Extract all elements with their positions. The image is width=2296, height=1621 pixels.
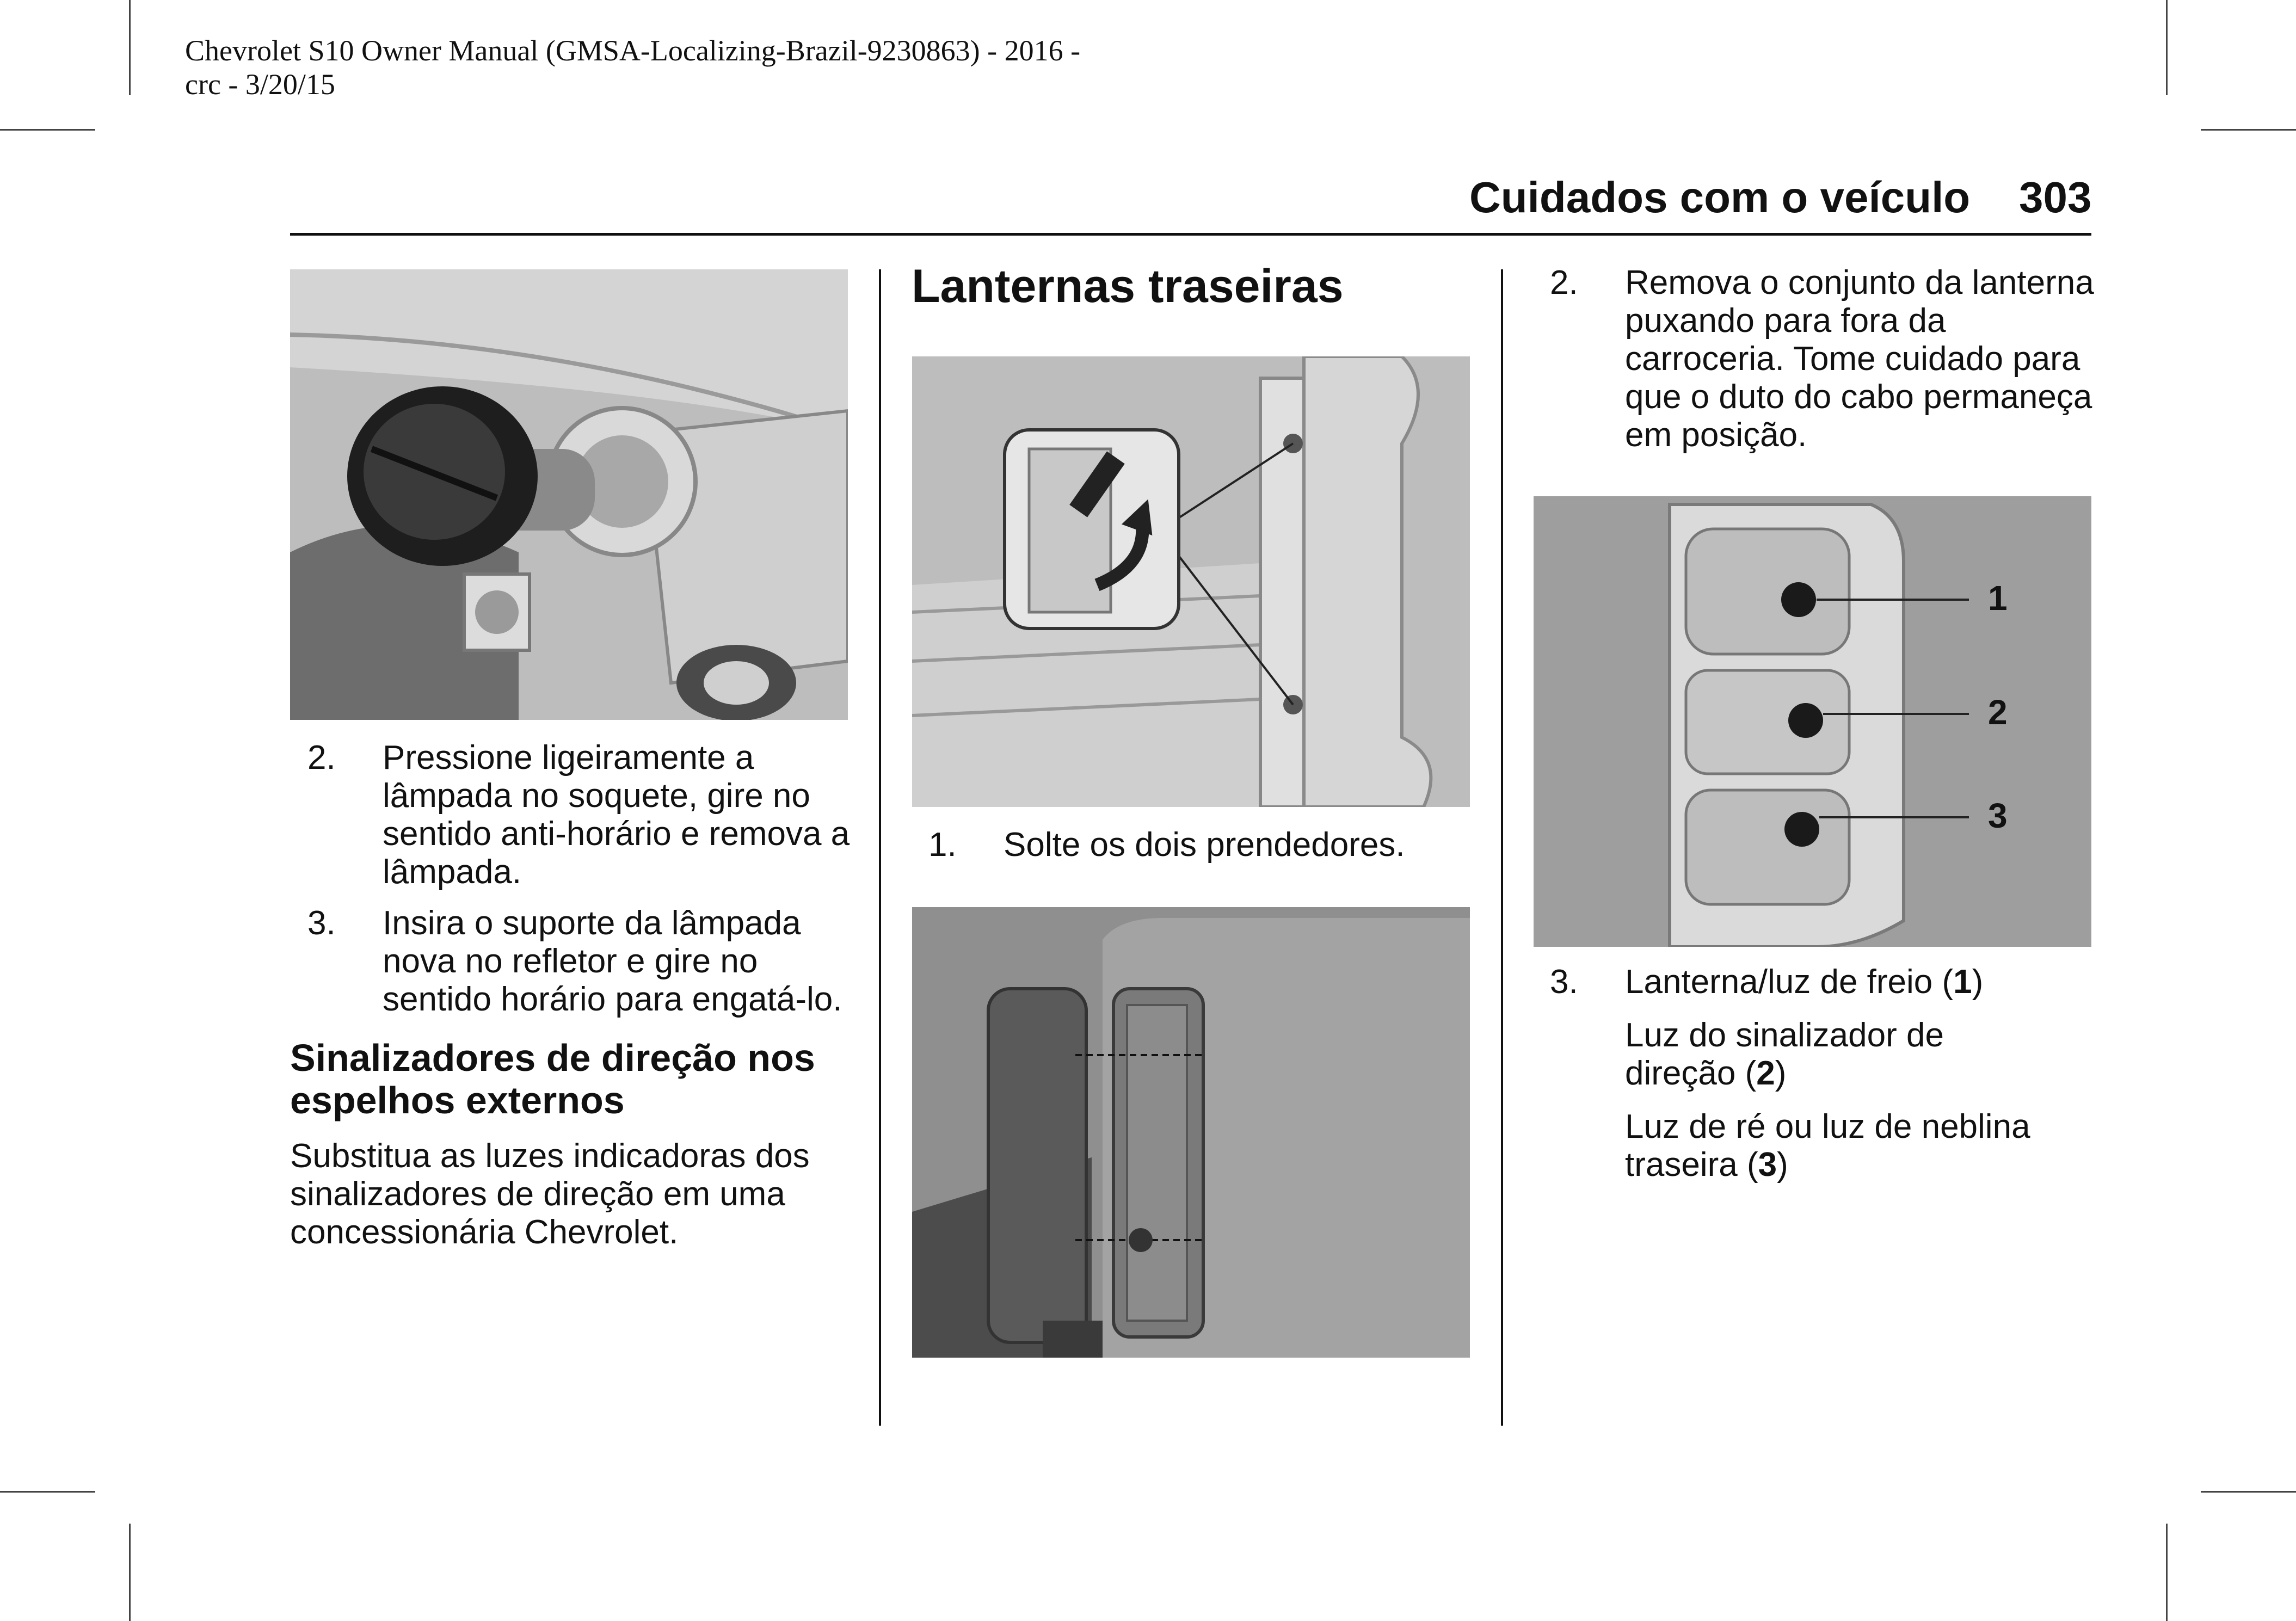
document-meta [185, 34, 1273, 101]
crop-mark [2201, 129, 2296, 131]
fastener-removal-figure [912, 356, 1470, 807]
step-number: 3. [307, 904, 336, 942]
bulb-socket-figure [290, 269, 848, 720]
heading-taillamps: Lanternas traseiras [912, 260, 1344, 312]
step-3-bulb-list [1550, 963, 2094, 1192]
page-number: 303 [2019, 173, 2092, 221]
callout-2: 2 [1988, 693, 2008, 732]
step-number: 3. [1550, 963, 1578, 1001]
mirror-signals-paragraph: Substitua as luzes indicadoras dos sinalizadores de direção em uma concessionária Chevrolet. [290, 1137, 810, 1251]
crop-mark [0, 129, 95, 131]
header-rule [290, 233, 2091, 236]
step-number: 2. [1550, 264, 1578, 301]
step-text [1625, 963, 2030, 1184]
crop-mark [2166, 1524, 2168, 1621]
crop-mark [2201, 1491, 2296, 1493]
step-text: Remova o conjunto da lanterna puxando para fora da carroceria. Tome cuidado para que o duto do cabo permaneça em posição. [1625, 264, 2094, 454]
crop-mark [129, 0, 131, 95]
callout-3: 3 [1988, 796, 2008, 835]
crop-mark [129, 1524, 131, 1621]
lamp-bulbs-figure [1534, 496, 2091, 947]
bulb-item-brake: Lanterna/luz de freio (1) [1625, 963, 1984, 1001]
bulb-item-turn-signal: Luz do sinalizador de direção (2) [1625, 1016, 1944, 1092]
step-text: Insira o suporte da lâmpada nova no refletor e gire no sentido horário para engatá-lo. [383, 904, 842, 1018]
meta-line-1: Chevrolet S10 Owner Manual (GMSA-Localizing-Brazil-9230863) - 2016 - [185, 34, 1081, 67]
callout-1: 1 [1988, 578, 2008, 618]
subheading-mirror-signals: Sinalizadores de direção nos espelhos externos [290, 1037, 815, 1121]
column-divider [879, 269, 881, 1426]
step-text: Pressione ligeiramente a lâmpada no soquete, gire no sentido anti-horário e remova a lâmpada. [383, 739, 850, 891]
meta-line-2: crc - 3/20/15 [185, 68, 335, 101]
bulb-item-reverse-fog: Luz de ré ou luz de neblina traseira (3) [1625, 1108, 2030, 1184]
section-title: Cuidados com o veículo [1469, 173, 1971, 221]
crop-mark [2166, 0, 2168, 95]
lamp-assembly-removal-figure [912, 907, 1470, 1358]
step-number: 2. [307, 739, 336, 776]
step-text: Solte os dois prendedores. [1004, 826, 1405, 864]
column-divider [1501, 269, 1503, 1426]
crop-mark [0, 1491, 95, 1493]
step-number: 1. [928, 826, 957, 864]
